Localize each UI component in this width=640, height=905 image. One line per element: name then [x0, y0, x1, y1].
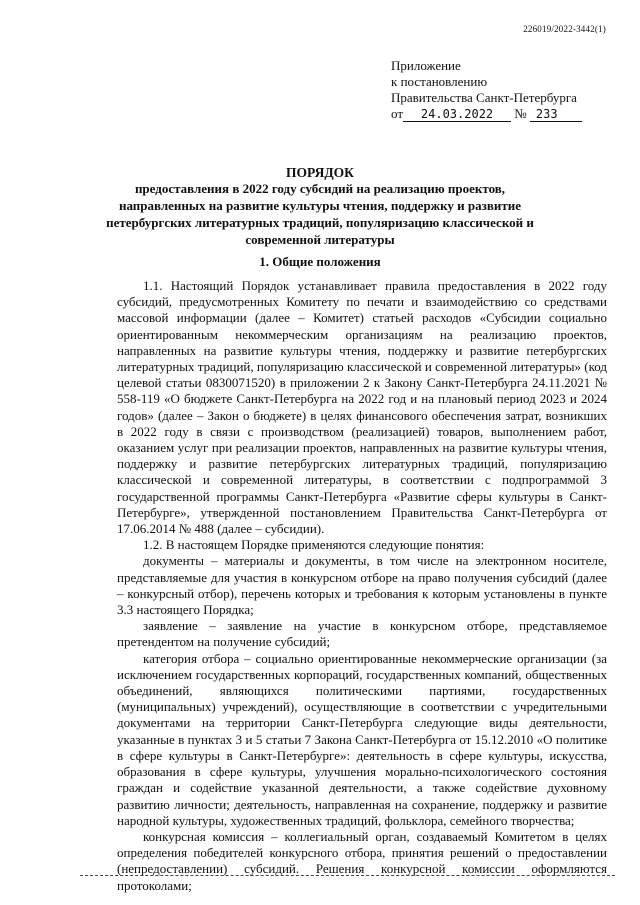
paragraph: документы – материалы и документы, в том числе на электронном носителе, представляемые для участия в конкурсном отборе на право получения субсидий (далее – конкурсный отбор), перечень которых и требования к которым установлены в пункте 3.3 настоящего Порядка; — [117, 553, 607, 618]
resolution-number: 233 — [530, 108, 582, 122]
number-prefix: № — [514, 106, 527, 121]
document-title: ПОРЯДОК — [286, 165, 354, 180]
page-bottom-divider — [80, 875, 615, 876]
appendix-line: Правительства Санкт-Петербурга — [391, 90, 577, 105]
paragraph: заявление – заявление на участие в конкурсном отборе, представляемое претендентом на получение субсидий; — [117, 618, 607, 650]
appendix-date-row — [391, 106, 601, 122]
appendix-line: к постановлению — [391, 74, 488, 89]
paragraph: конкурсная комиссия – коллегиальный орган, создаваемый Комитетом в целях определения победителей конкурсного отбора, принятия решений о предоставлении (непредоставлении) субсидий. Решения конкурсной комиссии оформляются протоколами; — [117, 828, 607, 893]
paragraph: 1.1. Настоящий Порядок устанавливает правила предоставления в 2022 году субсидий, предусмотренных Комитету по печати и взаимодействию со средствами массовой информации (далее – Комитет) статьей расходов «Субсидии социально ориентированным некоммерческим организациям на реализацию проектов, направленных на развитие культуры чтения, поддержку и развитие петербургских литературных традиций, популяризацию классической и современной литературы» (код целевой статьи 0830071520) в приложении 2 к Закону Санкт-Петербурга 24.11.2021 № 558-119 «О бюджете Санкт-Петербурга на 2022 год и на плановый период 2023 и 2024 годов» (далее – Закон о бюджете) в целях финансового обеспечения затрат, возникших в 2022 году в связи с производством (реализацией) товаров, выполнением работ, оказанием услуг при реализации проектов, направленных на развитие культуры чтения, поддержку и развитие петербургских литературных традиций, популяризацию классической и современной литературы, в соответствии с подпрограммой 3 государственной программы Санкт-Петербурга «Развитие сферы культуры в Санкт-Петербурге», утвержденной постановлением Правительства Санкт-Петербурга от 17.06.2014 № 488 (далее – субсидии). — [117, 278, 607, 537]
document-subtitle: предоставления в 2022 году субсидий на реализацию проектов, направленных на развитие культуры чтения, поддержку и развитие петербургских литературных традиций, популяризацию классической и современной литературы — [106, 181, 534, 247]
paragraph: 1.2. В настоящем Порядке применяются следующие понятия: — [143, 537, 485, 553]
section-heading: 1. Общие положения — [259, 254, 381, 269]
document-number: 226019/2022-3442(1) — [523, 24, 606, 34]
date-prefix: от — [391, 106, 404, 121]
paragraph: категория отбора – социально ориентированные некоммерческие организации (за исключением государственных корпораций, государственных компаний, общественных объединений, являющихся политическими партиями, государственных (муниципальных) учреждений), осуществляющие в соответствии с учредительными документами на территории Санкт-Петербурга следующие виды деятельности, указанные в пунктах 3 и 5 статьи 7 Закона Санкт-Петербурга от 15.12.2010 «О политике в сфере культуры в Санкт-Петербурге»: деятельность в сфере культуры, искусства, образования в сфере культуры, улучшения морально-психологического состояния граждан и содействие указанной деятельности, а также содействие духовному развитию личности; деятельность, направленная на сохранение, поддержку и развитие народной культуры, художественных традиций, фольклора, семейного творчества; — [117, 650, 607, 828]
appendix-block — [391, 58, 601, 122]
document-body — [117, 278, 607, 894]
resolution-date: 24.03.2022 — [403, 108, 511, 122]
appendix-line: Приложение — [391, 58, 461, 73]
